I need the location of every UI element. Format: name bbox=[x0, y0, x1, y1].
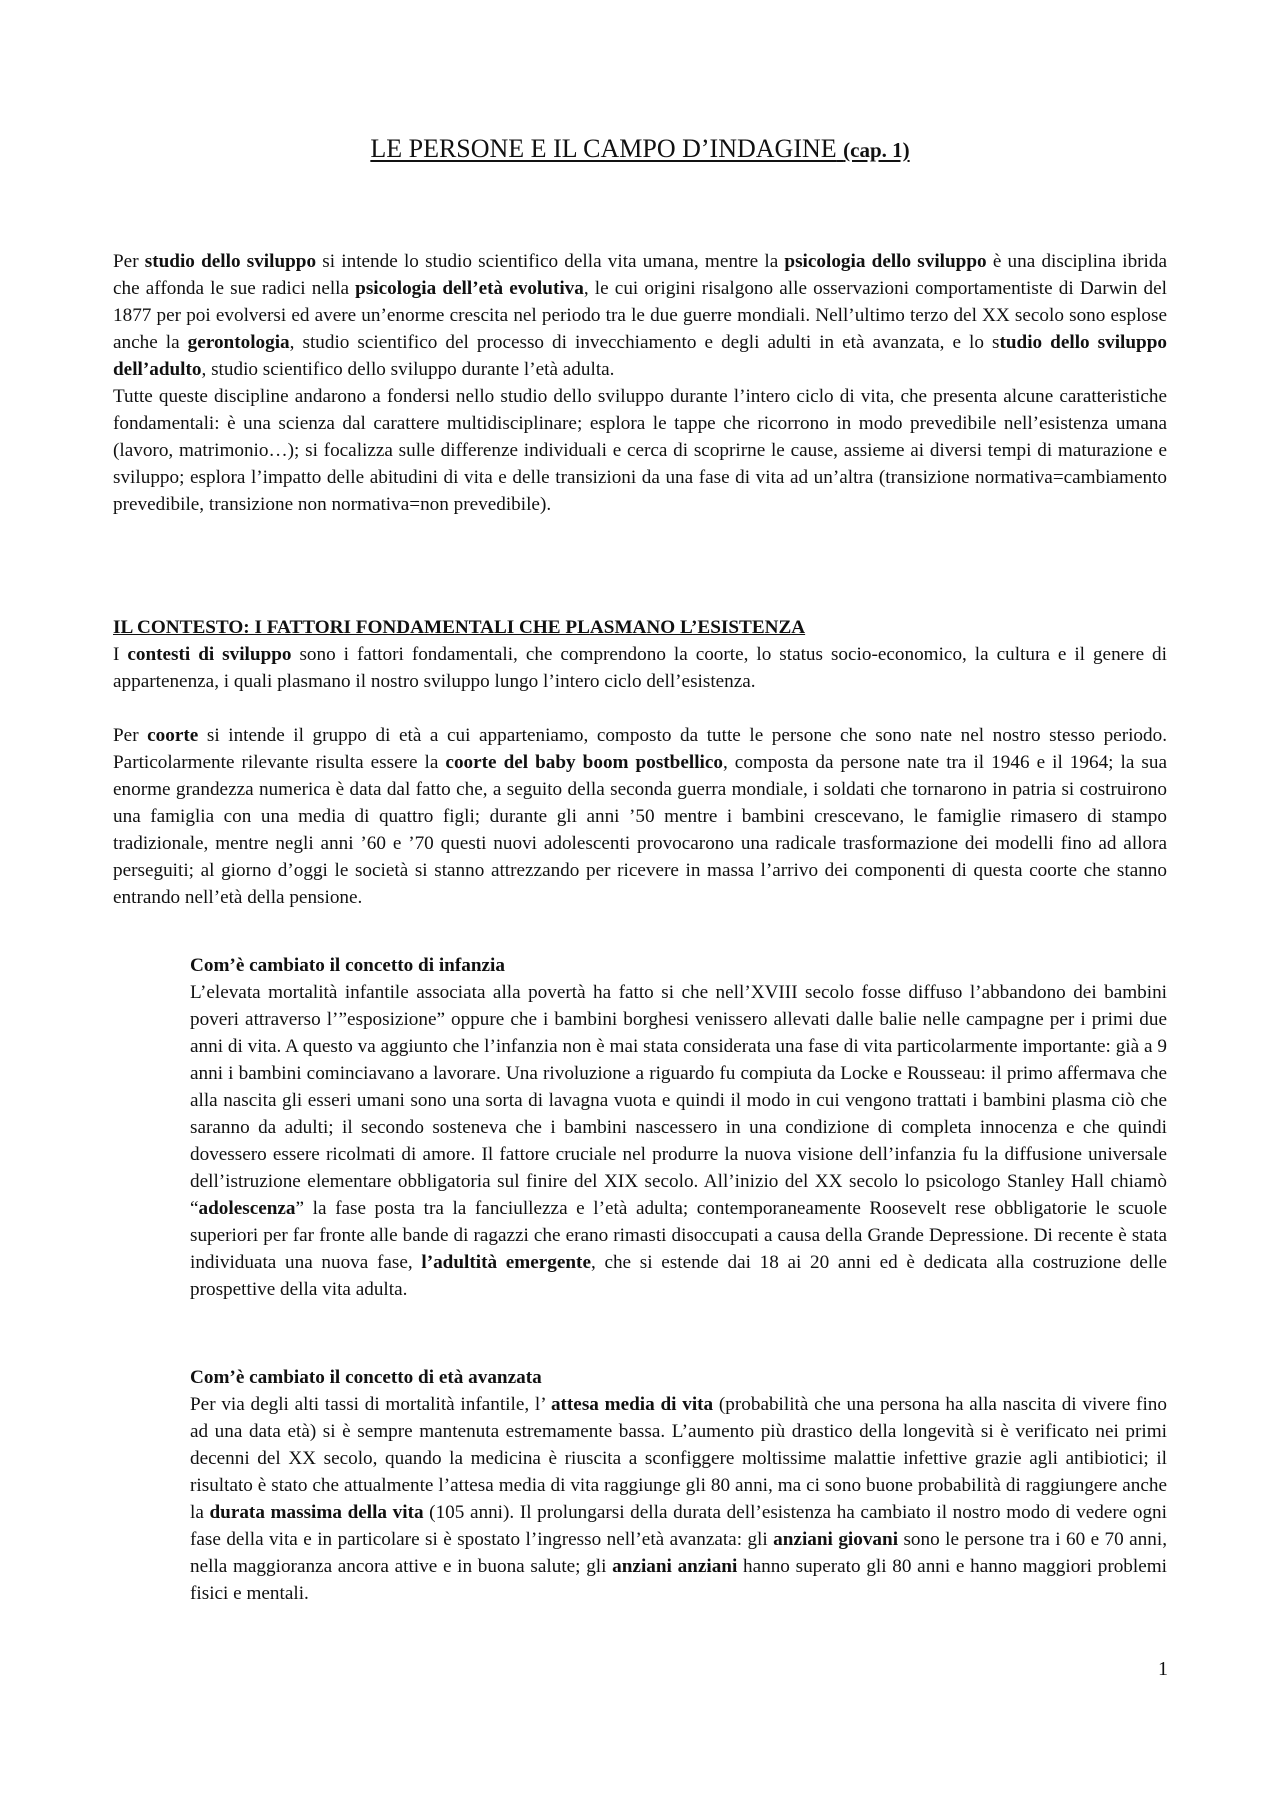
text-run: è una disciplina ibrida che affonda le sue radici nella bbox=[113, 251, 1167, 299]
bold-term: attesa media di vita bbox=[550, 1394, 714, 1415]
text-run: , studio scientifico dello sviluppo durante l’età adulta. bbox=[201, 359, 615, 380]
subheading-childhood: Com’è cambiato il concetto di infanzia bbox=[190, 955, 505, 976]
text-run: Per bbox=[113, 725, 148, 746]
bold-term: durata massima della vita bbox=[209, 1502, 424, 1523]
old-age-section bbox=[190, 1364, 1167, 1607]
text-run: L’elevata mortalità infantile associata alla povertà ha fatto si che nell’XVIII secolo fosse diffuso l’abbandono dei bambini poveri attraverso l’”esposizione” oppure che i bambini borghesi venissero allevati dalle balie nelle campagne per i primi due anni di vita. A questo va aggiunto che l’infanzia non è mai stata considerata una fase di vita particolarmente importante: già a 9 anni i bambini cominciavano a lavorare. Una rivoluzione a riguardo fu compiuta da Locke e Rousseau: il primo affermava che alla nascita gli esseri umani sono una sorta di lavagna vuota e quindi il modo in cui vengono trattati i bambini plasma ciò che saranno da adulti; il secondo sosteneva che i bambini nascessero in una condizione di completa innocenza e che quindi dovessero essere ricolmati di amore. Il fattore cruciale nel produrre la nuova visione dell’infanzia fu la diffusione universale dell’istruzione elementare obbligatoria sul finire del XIX secolo. All’inizio del XX secolo lo psicologo Stanley Hall chiamò “ bbox=[190, 982, 1167, 1219]
text-run: (probabilità che una persona ha alla nascita di vivere fino ad una data età) si è sempre mantenuta estremamente bassa. L’aumento più drastico della longevità si è verificato nei primi decenni del XX secolo, quando la medicina è riuscita a sconfiggere moltissime malattie infettive grazie agli antibiotici; il risultato è stato che attualmente l’attesa media di vita raggiunge gli 80 anni, ma ci sono buone probabilità di raggiungere anche la bbox=[190, 1394, 1167, 1523]
page-number: 1 bbox=[1158, 1658, 1168, 1680]
section-heading: IL CONTESTO: I FATTORI FONDAMENTALI CHE PLASMANO L’ESISTENZA bbox=[113, 617, 806, 638]
paragraph-contexts bbox=[113, 641, 1167, 695]
text-run: ” la fase posta tra la fanciullezza e l’età adulta; contemporaneamente Roosevelt rese obbligatorie le scuole superiori per far fronte alle bande di ragazzi che erano rimasti disoccupati a causa della Grande Depressione. Di recente è stata individuata una nuova fase, bbox=[190, 1198, 1167, 1273]
text-run: hanno superato gli 80 anni e hanno maggiori problemi fisici e mentali. bbox=[190, 1556, 1167, 1604]
page-title bbox=[113, 134, 1167, 164]
bold-term: coorte bbox=[147, 725, 199, 746]
text-run: (105 anni). Il prolungarsi della durata dell’esistenza ha cambiato il nostro modo di vedere ogni fase della vita e in particolare si è spostato l’ingresso nell’età avanzata: gli bbox=[190, 1502, 1167, 1550]
text-run: si intende lo studio scientifico della vita umana, mentre la bbox=[316, 251, 785, 272]
text-run: , studio scientifico del processo di invecchiamento e degli adulti in età avanzata, e lo s bbox=[289, 332, 1000, 353]
text-run: Tutte queste discipline andarono a fondersi nello studio dello sviluppo durante l’intero ciclo di vita, che presenta alcune caratteristiche fondamentali: è una scienza dal carattere multidisciplinare; esplora le tappe che ricorrono in modo prevedibile nell’esistenza umana (lavoro, matrimonio…); si focalizza sulle differenze individuali e cerca di scoprirne le cause, assieme ai diversi tempi di maturazione e sviluppo; esplora l’impatto delle abitudini di vita e delle transizioni da una fase di vita ad un’altra (transizione normativa=cambiamento prevedibile, transizione non normativa=non prevedibile). bbox=[113, 386, 1167, 515]
intro-section bbox=[113, 248, 1167, 518]
bold-term: tudio dello sviluppo dell’adulto bbox=[113, 332, 1167, 380]
paragraph-old-age bbox=[190, 1391, 1167, 1607]
text-run: Per bbox=[113, 251, 145, 272]
bold-term: anziani giovani bbox=[773, 1529, 899, 1550]
childhood-section bbox=[190, 952, 1167, 1303]
text-run: , che si estende dai 18 ai 20 anni ed è dedicata alla costruzione delle prospettive della vita adulta. bbox=[190, 1252, 1168, 1300]
text-run: si intende il gruppo di età a cui apparteniamo, composto da tutte le persone che sono nate nel nostro stesso periodo. Particolarmente rilevante risulta essere la bbox=[113, 725, 1167, 773]
bold-term: gerontologia bbox=[187, 332, 290, 353]
paragraph-childhood bbox=[190, 979, 1167, 1303]
paragraph-lifespan-characteristics bbox=[113, 383, 1167, 518]
paragraph-definitions bbox=[113, 248, 1167, 383]
bold-term: anziani anziani bbox=[612, 1556, 738, 1577]
text-run: sono le persone tra i 60 e 70 anni, nella maggioranza ancora attive e in buona salute; gli bbox=[190, 1529, 1168, 1577]
bold-term: l’adultità emergente bbox=[421, 1252, 591, 1273]
text-run: sono i fattori fondamentali, che comprendono la coorte, lo status socio-economico, la cultura e il genere di appartenenza, i quali plasmano il nostro sviluppo lungo l’intero ciclo dell’esistenza. bbox=[113, 644, 1167, 692]
bold-term: studio dello sviluppo bbox=[144, 251, 317, 272]
context-section bbox=[113, 614, 1167, 695]
bold-term: coorte del baby boom postbellico bbox=[445, 752, 723, 773]
bold-term: psicologia dello sviluppo bbox=[784, 251, 987, 272]
text-run: , le cui origini risalgono alle osservazioni comportamentiste di Darwin del 1877 per poi evolversi ed avere un’enorme crescita nel periodo tra le due guerre mondiali. Nell’ultimo terzo del XX secolo sono esplose anche la bbox=[113, 278, 1168, 353]
bold-term: contesti di sviluppo bbox=[127, 644, 292, 665]
title-main: LE PERSONE E IL CAMPO D’INDAGINE bbox=[370, 134, 837, 163]
text-run: I bbox=[113, 644, 128, 665]
text-run: , composta da persone nate tra il 1946 e il 1964; la sua enorme grandezza numerica è data dal fatto che, a seguito della seconda guerra mondiale, i soldati che tornarono in patria si costruirono una famiglia con una media di quattro figli; durante gli anni ’50 mentre i bambini crescevano, le famiglie rimasero di stampo tradizionale, mentre negli anni ’60 e ’70 questi nuovi adolescenti provocarono una radicale trasformazione dei modelli fino ad allora perseguiti; al giorno d’oggi le società si stanno attrezzando per ricevere in massa l’arrivo dei componenti di questa coorte che stanno entrando nell’età della pensione. bbox=[113, 752, 1167, 908]
text-run: Per via degli alti tassi di mortalità infantile, l’ bbox=[190, 1394, 551, 1415]
cohort-section bbox=[113, 722, 1167, 911]
paragraph-cohort bbox=[113, 722, 1167, 911]
title-chapter: (cap. 1) bbox=[843, 138, 910, 162]
subheading-old-age: Com’è cambiato il concetto di età avanzata bbox=[190, 1367, 542, 1388]
bold-term: adolescenza bbox=[198, 1198, 296, 1219]
bold-term: psicologia dell’età evolutiva bbox=[355, 278, 584, 299]
